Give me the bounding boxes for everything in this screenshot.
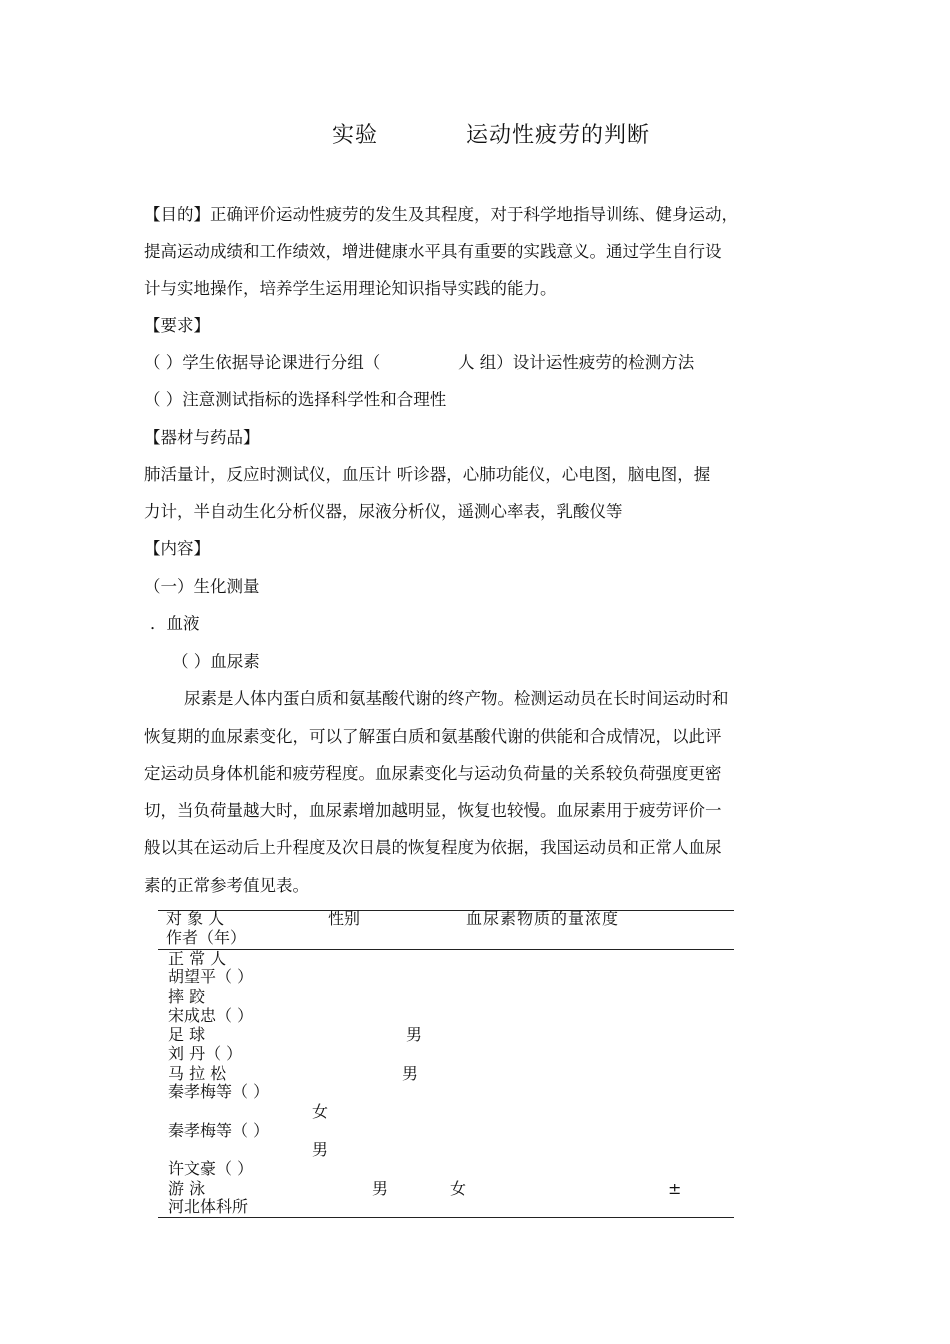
- requirement-2: （ ）注意测试指标的选择科学性和合理性: [144, 390, 447, 409]
- page-title: 运动性疲劳的判断: [466, 123, 651, 148]
- table-cell: 男: [312, 1140, 329, 1159]
- table-cell: 足 球: [168, 1025, 206, 1044]
- table-cell: 游 泳: [168, 1179, 206, 1198]
- urea-line-2: 恢复期的血尿素变化，可以了解蛋白质和氨基酸代谢的供能和合成情况，以此评: [144, 727, 722, 746]
- table-cell: 刘 丹（ ）: [168, 1044, 243, 1063]
- purpose-line-3: 计与实地操作，培养学生运用理论知识指导实践的能力。: [144, 279, 557, 298]
- requirements-heading: 【要求】: [144, 316, 210, 335]
- urea-line-3: 定运动员身体机能和疲劳程度。血尿素变化与运动负荷量的关系较负荷强度更密: [144, 764, 722, 783]
- urea-line-6: 素的正常参考值见表。: [144, 876, 309, 895]
- table-cell: 秦孝梅等（ ）: [168, 1082, 270, 1101]
- table-cell: 胡望平（ ）: [168, 967, 254, 986]
- section-biochem: （一）生化测量: [144, 577, 260, 596]
- table-top-rule: [158, 910, 734, 911]
- table-cell: 宋成忠（ ）: [168, 1006, 254, 1025]
- content-heading: 【内容】: [144, 539, 210, 558]
- table-cell: 女: [312, 1102, 329, 1121]
- table-cell: 许文豪（ ）: [168, 1159, 254, 1178]
- table-header-rule: [158, 949, 734, 950]
- urea-line-5: 般以其在运动后上升程度及次日晨的恢复程度为依据，我国运动员和正常人血尿: [144, 838, 722, 857]
- table-cell: 河北体科所: [168, 1197, 249, 1216]
- subsection-blood-urea: （ ）血尿素: [172, 652, 260, 671]
- table-cell: 男: [406, 1025, 423, 1044]
- subsection-blood: ．血液: [150, 614, 200, 633]
- table-cell: 女: [450, 1179, 467, 1198]
- equipment-line-1: 肺活量计，反应时测试仪，血压计 听诊器，心肺功能仪，心电图，脑电图，握: [144, 465, 711, 484]
- requirement-1-a: （ ）学生依据导论课进行分组（: [144, 353, 381, 372]
- table-header-subject: 对 象 人: [166, 909, 225, 928]
- table-cell: 正 常 人: [168, 949, 227, 968]
- requirement-1-b: 人 组）设计运性疲劳的检测方法: [458, 353, 695, 372]
- purpose-line-2: 提高运动成绩和工作绩效，增进健康水平具有重要的实践意义。通过学生自行设: [144, 242, 722, 261]
- equipment-line-2: 力计，半自动生化分析仪器，尿液分析仪，遥测心率表，乳酸仪等: [144, 502, 623, 521]
- table-cell: 马 拉 松: [168, 1064, 227, 1083]
- urea-line-1: 尿素是人体内蛋白质和氨基酸代谢的终产物。检测运动员在长时间运动时和: [184, 689, 729, 708]
- table-header-author: 作者（年）: [166, 928, 247, 947]
- equipment-heading: 【器材与药品】: [144, 428, 260, 447]
- table-cell: 男: [402, 1064, 419, 1083]
- table-bottom-rule: [158, 1217, 734, 1218]
- table-cell: 摔 跤: [168, 987, 206, 1006]
- table-header-sex: 性别: [328, 909, 361, 928]
- table-cell: ±: [668, 1179, 682, 1198]
- page-title-prefix: 实验: [332, 123, 379, 148]
- urea-line-4: 切，当负荷量越大时，血尿素增加越明显，恢复也较慢。血尿素用于疲劳评价一: [144, 801, 722, 820]
- table-cell: 秦孝梅等（ ）: [168, 1121, 270, 1140]
- purpose-line-1: 【目的】正确评价运动性疲劳的发生及其程度，对于科学地指导训练、健身运动，: [144, 205, 738, 224]
- table-cell: 男: [372, 1179, 389, 1198]
- table-header-concentration: 血尿素物质的量浓度: [466, 909, 620, 928]
